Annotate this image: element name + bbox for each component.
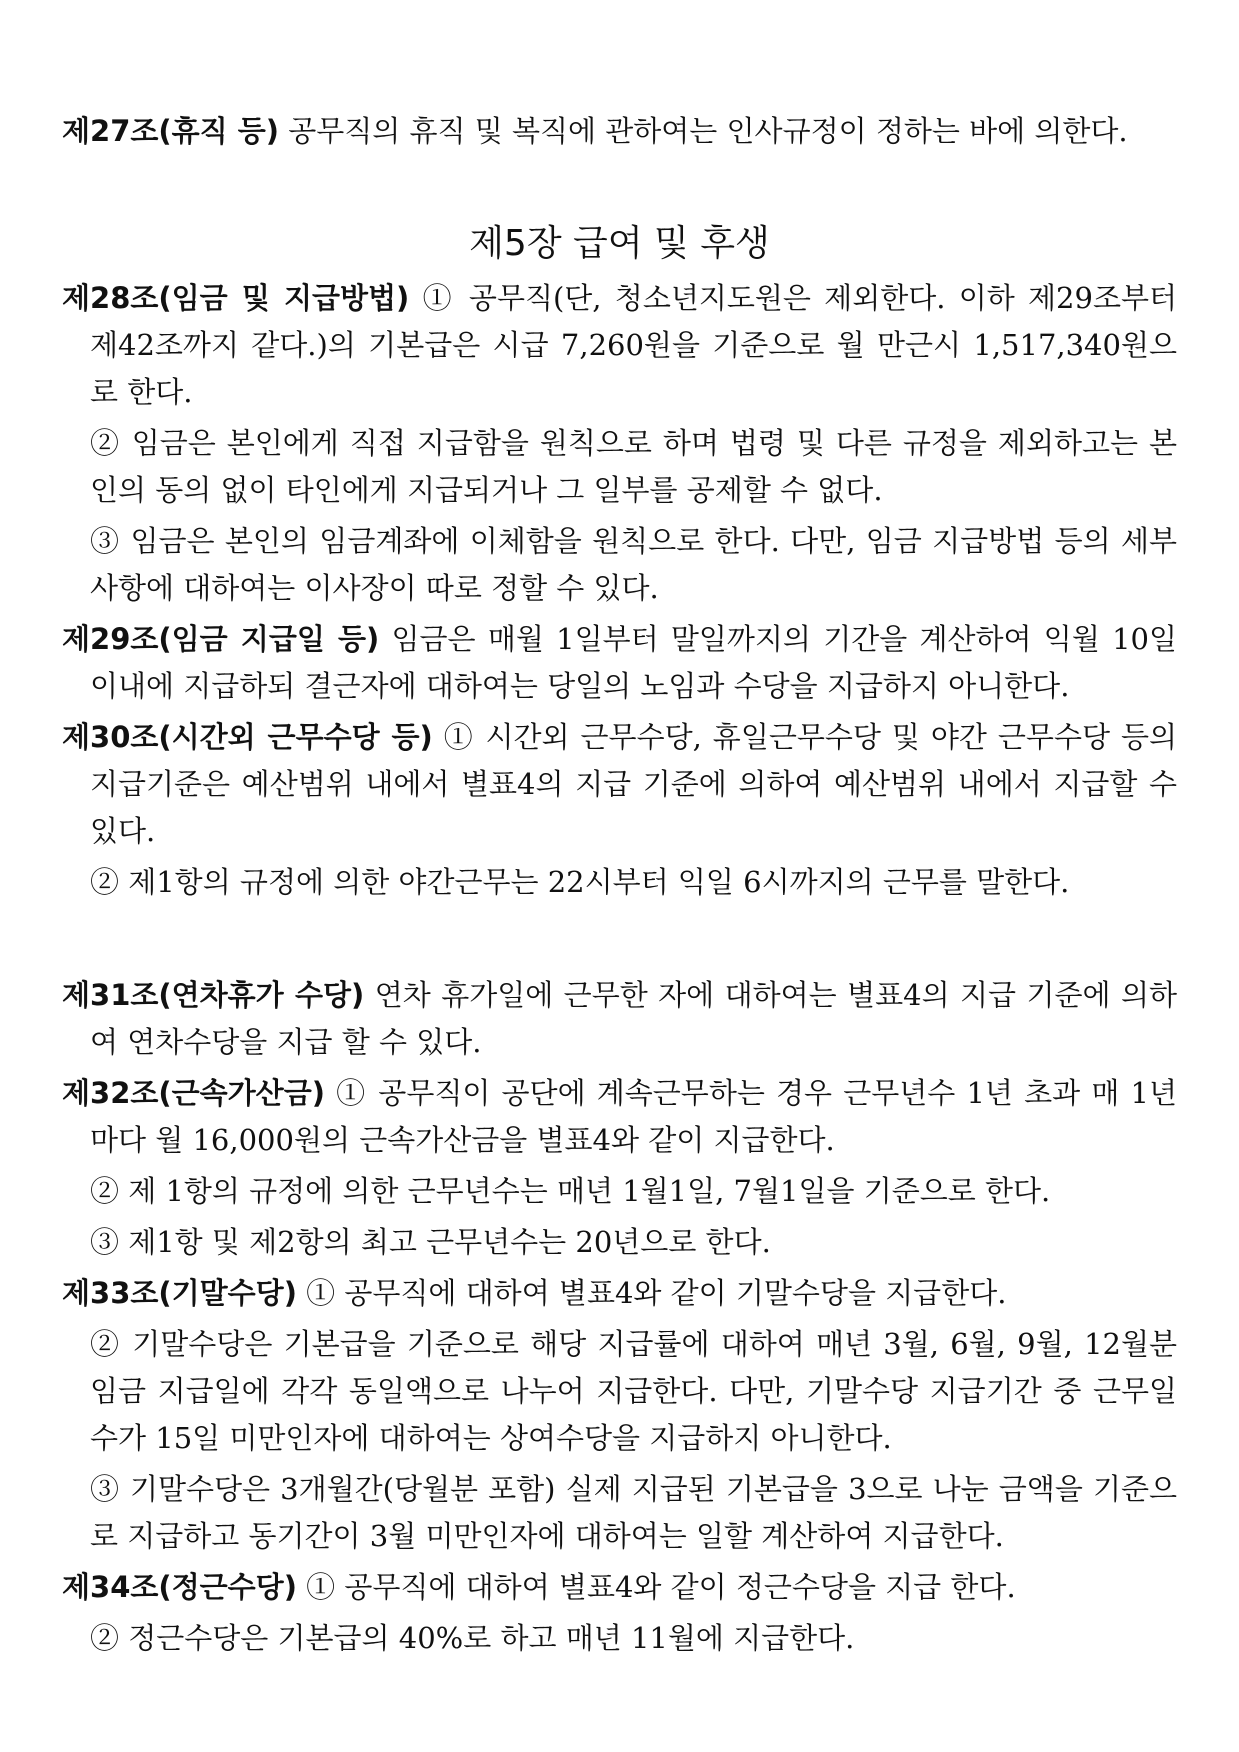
article-27-heading: 제27조(휴직 등)	[62, 114, 280, 148]
document-page	[62, 108, 1177, 1662]
article-28-heading: 제28조(임금 및 지급방법)	[62, 281, 410, 315]
article-30	[62, 714, 1177, 855]
article-34-text: ① 공무직에 대하여 별표4와 같이 정근수당을 지급 한다.	[296, 1570, 1016, 1604]
article-31-heading: 제31조(연차휴가 수당)	[62, 978, 365, 1012]
article-31	[62, 972, 1177, 1066]
article-32	[62, 1070, 1177, 1164]
article-27	[62, 108, 1177, 155]
article-29-heading: 제29조(임금 지급일 등)	[62, 622, 380, 656]
article-31-text: 연차 휴가일에 근무한 자에 대하여는 별표4의 지급 기준에 의하여 연차수당을 지급 할 수 있다.	[90, 978, 1177, 1059]
article-32-text: ① 공무직이 공단에 계속근무하는 경우 근무년수 1년 초과 매 1년마다 월 16,000원의 근속가산금을 별표4와 같이 지급한다.	[90, 1076, 1177, 1157]
article-30-text: ① 시간외 근무수당, 휴일근무수당 및 야간 근무수당 등의 지급기준은 예산범위 내에서 별표4의 지급 기준에 의하여 예산범위 내에서 지급할 수 있다.	[90, 720, 1177, 848]
article-33-para-3: ③ 기말수당은 3개월간(당월분 포함) 실제 지급된 기본급을 3으로 나눈 금액을 기준으로 지급하고 동기간이 3월 미만인자에 대하여는 일할 계산하여 지급한다.	[90, 1472, 1177, 1553]
article-34	[62, 1564, 1177, 1611]
article-29-text: 임금은 매월 1일부터 말일까지의 기간을 계산하여 익월 10일 이내에 지급하되 결근자에 대하여는 당일의 노임과 수당을 지급하지 아니한다.	[90, 622, 1178, 703]
article-30-para-2: ② 제1항의 규정에 의한 야간근무는 22시부터 익일 6시까지의 근무를 말한다.	[90, 865, 1070, 899]
article-30-heading: 제30조(시간외 근무수당 등)	[62, 720, 433, 754]
article-29	[62, 616, 1177, 710]
article-28-text: ① 공무직(단, 청소년지도원은 제외한다. 이하 제29조부터 제42조까지 같다.)의 기본급은 시급 7,260원을 기준으로 월 만근시 1,517,340원으로 한다.	[90, 281, 1177, 409]
article-33-para-2: ② 기말수당은 기본급을 기준으로 해당 지급률에 대하여 매년 3월, 6월, 9월, 12월분 임금 지급일에 각각 동일액으로 나누어 지급한다. 다만, 기말수당 지급기간 중 근무일수가 15일 미만인자에 대하여는 상여수당을 지급하지 아니한다.	[90, 1327, 1177, 1455]
article-28-para-3: ③ 임금은 본인의 임금계좌에 이체함을 원칙으로 한다. 다만, 임금 지급방법 등의 세부 사항에 대하여는 이사장이 따로 정할 수 있다.	[90, 524, 1177, 605]
article-34-heading: 제34조(정근수당)	[62, 1570, 297, 1604]
article-32-para-3: ③ 제1항 및 제2항의 최고 근무년수는 20년으로 한다.	[90, 1225, 771, 1259]
chapter-5-title: 제5장 급여 및 후생	[469, 223, 770, 264]
article-33-heading: 제33조(기말수당)	[62, 1276, 297, 1310]
article-32-heading: 제32조(근속가산금)	[62, 1076, 325, 1110]
article-28	[62, 275, 1177, 416]
article-33-text: ① 공무직에 대하여 별표4와 같이 기말수당을 지급한다.	[296, 1276, 1007, 1310]
article-28-para-2: ② 임금은 본인에게 직접 지급함을 원칙으로 하며 법령 및 다른 규정을 제외하고는 본인의 동의 없이 타인에게 지급되거나 그 일부를 공제할 수 없다.	[90, 426, 1177, 507]
article-32-para-2: ② 제 1항의 규정에 의한 근무년수는 매년 1월1일, 7월1일을 기준으로 한다.	[90, 1174, 1051, 1208]
article-27-text: 공무직의 휴직 및 복직에 관하여는 인사규정이 정하는 바에 의한다.	[279, 114, 1128, 148]
article-33	[62, 1270, 1177, 1317]
article-34-para-2: ② 정근수당은 기본급의 40%로 하고 매년 11월에 지급한다.	[90, 1621, 855, 1655]
